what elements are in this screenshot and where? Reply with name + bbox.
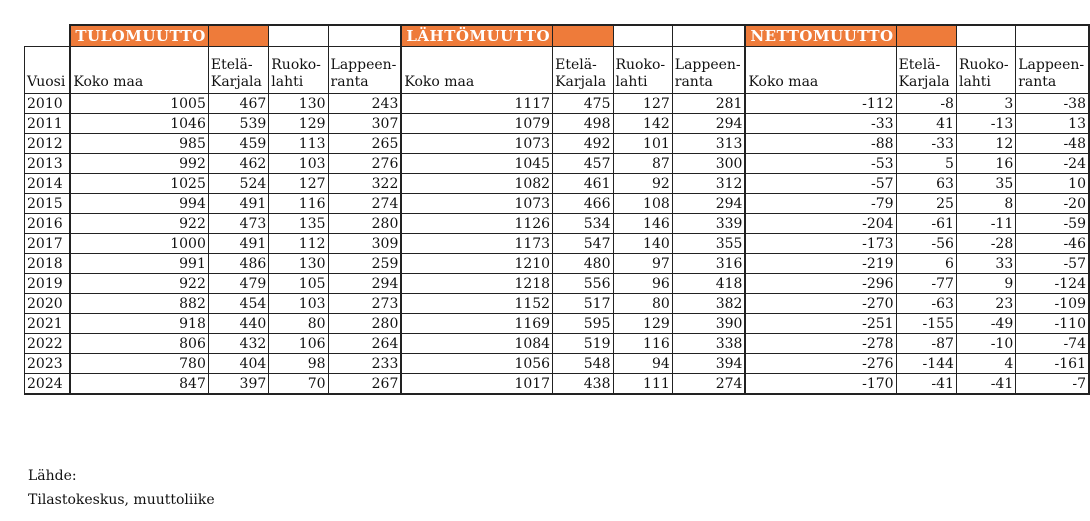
value-cell: 63 <box>896 174 956 194</box>
table-row <box>25 374 1090 395</box>
value-cell: 267 <box>328 374 401 395</box>
value-cell: 12 <box>956 134 1015 154</box>
group-label-tulomuutto: TULOMUUTTO <box>70 25 208 47</box>
value-cell: -38 <box>1016 94 1089 114</box>
value-cell: -204 <box>745 214 896 234</box>
value-cell: 116 <box>269 194 328 214</box>
table-row <box>25 314 1090 334</box>
value-cell: -278 <box>745 334 896 354</box>
column-header-koko-maa: Koko maa <box>70 47 208 94</box>
value-cell: 135 <box>269 214 328 234</box>
value-cell: 519 <box>553 334 613 354</box>
value-cell: 491 <box>208 194 268 214</box>
value-cell: 486 <box>208 254 268 274</box>
value-cell: 461 <box>553 174 613 194</box>
value-cell: -57 <box>1016 254 1089 274</box>
value-cell: 80 <box>613 294 672 314</box>
value-cell: 316 <box>672 254 745 274</box>
table-row <box>25 194 1090 214</box>
value-cell: 294 <box>328 274 401 294</box>
value-cell: 595 <box>553 314 613 334</box>
migration-table <box>24 24 1090 395</box>
value-cell: 1000 <box>70 234 208 254</box>
value-cell: -49 <box>956 314 1015 334</box>
value-cell: 539 <box>208 114 268 134</box>
value-cell: 23 <box>956 294 1015 314</box>
year-cell: 2014 <box>25 174 71 194</box>
value-cell: 281 <box>672 94 745 114</box>
value-cell: 41 <box>896 114 956 134</box>
year-cell: 2010 <box>25 94 71 114</box>
value-cell: -270 <box>745 294 896 314</box>
value-cell: 459 <box>208 134 268 154</box>
value-cell: -57 <box>745 174 896 194</box>
value-cell: -13 <box>956 114 1015 134</box>
year-cell: 2022 <box>25 334 71 354</box>
value-cell: 440 <box>208 314 268 334</box>
value-cell: 1152 <box>401 294 552 314</box>
value-cell: 994 <box>70 194 208 214</box>
value-cell: 404 <box>208 354 268 374</box>
year-cell: 2013 <box>25 154 71 174</box>
source-note <box>28 464 215 512</box>
value-cell: -28 <box>956 234 1015 254</box>
value-cell: 105 <box>269 274 328 294</box>
group-label-nettomuutto: NETTOMUUTTO <box>745 25 896 47</box>
value-cell: 274 <box>328 194 401 214</box>
table-row <box>25 234 1090 254</box>
value-cell: -251 <box>745 314 896 334</box>
value-cell: 276 <box>328 154 401 174</box>
value-cell: -41 <box>896 374 956 395</box>
value-cell: 16 <box>956 154 1015 174</box>
table-row <box>25 274 1090 294</box>
year-cell: 2015 <box>25 194 71 214</box>
value-cell: 312 <box>672 174 745 194</box>
value-cell: 556 <box>553 274 613 294</box>
value-cell: 479 <box>208 274 268 294</box>
value-cell: 432 <box>208 334 268 354</box>
column-header-ruokolahti: Ruoko- lahti <box>956 47 1015 94</box>
value-cell: 33 <box>956 254 1015 274</box>
value-cell: 534 <box>553 214 613 234</box>
value-cell: 10 <box>1016 174 1089 194</box>
value-cell: -124 <box>1016 274 1089 294</box>
value-cell: 473 <box>208 214 268 234</box>
value-cell: -110 <box>1016 314 1089 334</box>
value-cell: -77 <box>896 274 956 294</box>
value-cell: 462 <box>208 154 268 174</box>
value-cell: 1126 <box>401 214 552 234</box>
value-cell: 112 <box>269 234 328 254</box>
value-cell: 438 <box>553 374 613 395</box>
value-cell: 273 <box>328 294 401 314</box>
value-cell: 355 <box>672 234 745 254</box>
value-cell: 466 <box>553 194 613 214</box>
value-cell: -79 <box>745 194 896 214</box>
value-cell: 5 <box>896 154 956 174</box>
table-row <box>25 334 1090 354</box>
value-cell: 847 <box>70 374 208 395</box>
value-cell: 548 <box>553 354 613 374</box>
value-cell: 113 <box>269 134 328 154</box>
value-cell: 130 <box>269 254 328 274</box>
value-cell: 309 <box>328 234 401 254</box>
value-cell: 991 <box>70 254 208 274</box>
column-header-etela-karjala: Etelä- Karjala <box>553 47 613 94</box>
value-cell: 780 <box>70 354 208 374</box>
value-cell: -33 <box>896 134 956 154</box>
value-cell: 547 <box>553 234 613 254</box>
column-header-lappeenranta: Lappeen- ranta <box>672 47 745 94</box>
year-cell: 2016 <box>25 214 71 234</box>
year-cell: 2023 <box>25 354 71 374</box>
column-header-etela-karjala: Etelä- Karjala <box>896 47 956 94</box>
value-cell: 454 <box>208 294 268 314</box>
value-cell: -112 <box>745 94 896 114</box>
table-row <box>25 294 1090 314</box>
value-cell: 103 <box>269 154 328 174</box>
value-cell: 280 <box>328 214 401 234</box>
value-cell: 264 <box>328 334 401 354</box>
value-cell: -11 <box>956 214 1015 234</box>
value-cell: 339 <box>672 214 745 234</box>
value-cell: -173 <box>745 234 896 254</box>
value-cell: 1046 <box>70 114 208 134</box>
value-cell: 1073 <box>401 194 552 214</box>
value-cell: 480 <box>553 254 613 274</box>
value-cell: 265 <box>328 134 401 154</box>
value-cell: 9 <box>956 274 1015 294</box>
value-cell: -41 <box>956 374 1015 395</box>
column-header-ruokolahti: Ruoko- lahti <box>269 47 328 94</box>
value-cell: 6 <box>896 254 956 274</box>
value-cell: 1218 <box>401 274 552 294</box>
value-cell: 1025 <box>70 174 208 194</box>
value-cell: 4 <box>956 354 1015 374</box>
value-cell: 307 <box>328 114 401 134</box>
value-cell: -170 <box>745 374 896 395</box>
value-cell: 985 <box>70 134 208 154</box>
table-row <box>25 254 1090 274</box>
column-header-etela-karjala: Etelä- Karjala <box>208 47 268 94</box>
value-cell: 116 <box>613 334 672 354</box>
table-row <box>25 134 1090 154</box>
year-cell: 2012 <box>25 134 71 154</box>
value-cell: 98 <box>269 354 328 374</box>
value-cell: 35 <box>956 174 1015 194</box>
value-cell: 101 <box>613 134 672 154</box>
value-cell: 294 <box>672 114 745 134</box>
value-cell: 1117 <box>401 94 552 114</box>
value-cell: 498 <box>553 114 613 134</box>
value-cell: -7 <box>1016 374 1089 395</box>
year-cell: 2011 <box>25 114 71 134</box>
group-header-row <box>25 25 1090 47</box>
value-cell: 259 <box>328 254 401 274</box>
year-cell: 2017 <box>25 234 71 254</box>
column-header-lappeenranta: Lappeen- ranta <box>1016 47 1089 94</box>
table-row <box>25 174 1090 194</box>
value-cell: 94 <box>613 354 672 374</box>
group-label-lahtomuutto: LÄHTÖMUUTTO <box>401 25 552 47</box>
value-cell: 129 <box>269 114 328 134</box>
column-header-lappeenranta: Lappeen- ranta <box>328 47 401 94</box>
column-header-koko-maa: Koko maa <box>745 47 896 94</box>
table-row <box>25 94 1090 114</box>
value-cell: 70 <box>269 374 328 395</box>
value-cell: 87 <box>613 154 672 174</box>
value-cell: 130 <box>269 94 328 114</box>
value-cell: -46 <box>1016 234 1089 254</box>
value-cell: 127 <box>613 94 672 114</box>
table-row <box>25 214 1090 234</box>
value-cell: 806 <box>70 334 208 354</box>
value-cell: 8 <box>956 194 1015 214</box>
table-row <box>25 354 1090 374</box>
value-cell: 280 <box>328 314 401 334</box>
value-cell: -56 <box>896 234 956 254</box>
value-cell: 92 <box>613 174 672 194</box>
value-cell: 524 <box>208 174 268 194</box>
value-cell: 1169 <box>401 314 552 334</box>
year-cell: 2024 <box>25 374 71 395</box>
value-cell: 13 <box>1016 114 1089 134</box>
value-cell: 146 <box>613 214 672 234</box>
table-row <box>25 154 1090 174</box>
value-cell: 1079 <box>401 114 552 134</box>
value-cell: 300 <box>672 154 745 174</box>
value-cell: 394 <box>672 354 745 374</box>
value-cell: -20 <box>1016 194 1089 214</box>
value-cell: -144 <box>896 354 956 374</box>
value-cell: 475 <box>553 94 613 114</box>
value-cell: -161 <box>1016 354 1089 374</box>
value-cell: -59 <box>1016 214 1089 234</box>
value-cell: -33 <box>745 114 896 134</box>
value-cell: 1082 <box>401 174 552 194</box>
value-cell: -88 <box>745 134 896 154</box>
year-cell: 2019 <box>25 274 71 294</box>
value-cell: 338 <box>672 334 745 354</box>
value-cell: 127 <box>269 174 328 194</box>
value-cell: 467 <box>208 94 268 114</box>
value-cell: -276 <box>745 354 896 374</box>
value-cell: 492 <box>553 134 613 154</box>
value-cell: 1017 <box>401 374 552 395</box>
value-cell: -61 <box>896 214 956 234</box>
value-cell: -48 <box>1016 134 1089 154</box>
value-cell: 140 <box>613 234 672 254</box>
value-cell: 313 <box>672 134 745 154</box>
value-cell: -74 <box>1016 334 1089 354</box>
value-cell: -155 <box>896 314 956 334</box>
value-cell: 25 <box>896 194 956 214</box>
value-cell: 103 <box>269 294 328 314</box>
value-cell: 992 <box>70 154 208 174</box>
value-cell: 142 <box>613 114 672 134</box>
value-cell: 517 <box>553 294 613 314</box>
value-cell: 397 <box>208 374 268 395</box>
value-cell: 418 <box>672 274 745 294</box>
value-cell: 1056 <box>401 354 552 374</box>
value-cell: 233 <box>328 354 401 374</box>
value-cell: 882 <box>70 294 208 314</box>
value-cell: 1210 <box>401 254 552 274</box>
value-cell: -53 <box>745 154 896 174</box>
column-header-ruokolahti: Ruoko- lahti <box>613 47 672 94</box>
value-cell: -109 <box>1016 294 1089 314</box>
value-cell: 1073 <box>401 134 552 154</box>
value-cell: 1005 <box>70 94 208 114</box>
value-cell: 106 <box>269 334 328 354</box>
column-header-row <box>25 47 1090 94</box>
value-cell: 274 <box>672 374 745 395</box>
value-cell: 108 <box>613 194 672 214</box>
year-cell: 2018 <box>25 254 71 274</box>
table-row <box>25 114 1090 134</box>
value-cell: 390 <box>672 314 745 334</box>
source-text: Tilastokeskus, muuttoliike <box>28 492 215 508</box>
value-cell: 382 <box>672 294 745 314</box>
value-cell: 922 <box>70 274 208 294</box>
value-cell: 1045 <box>401 154 552 174</box>
value-cell: 457 <box>553 154 613 174</box>
value-cell: -8 <box>896 94 956 114</box>
value-cell: -24 <box>1016 154 1089 174</box>
value-cell: 922 <box>70 214 208 234</box>
value-cell: 1084 <box>401 334 552 354</box>
value-cell: 80 <box>269 314 328 334</box>
value-cell: 294 <box>672 194 745 214</box>
value-cell: -87 <box>896 334 956 354</box>
value-cell: 129 <box>613 314 672 334</box>
source-label: Lähde: <box>28 468 77 484</box>
year-cell: 2021 <box>25 314 71 334</box>
value-cell: 491 <box>208 234 268 254</box>
value-cell: 3 <box>956 94 1015 114</box>
value-cell: 322 <box>328 174 401 194</box>
value-cell: -63 <box>896 294 956 314</box>
value-cell: 1173 <box>401 234 552 254</box>
value-cell: -10 <box>956 334 1015 354</box>
column-header-year: Vuosi <box>25 47 71 94</box>
year-cell: 2020 <box>25 294 71 314</box>
column-header-koko-maa: Koko maa <box>401 47 552 94</box>
value-cell: 243 <box>328 94 401 114</box>
value-cell: 918 <box>70 314 208 334</box>
value-cell: -296 <box>745 274 896 294</box>
value-cell: 96 <box>613 274 672 294</box>
value-cell: 97 <box>613 254 672 274</box>
value-cell: 111 <box>613 374 672 395</box>
value-cell: -219 <box>745 254 896 274</box>
